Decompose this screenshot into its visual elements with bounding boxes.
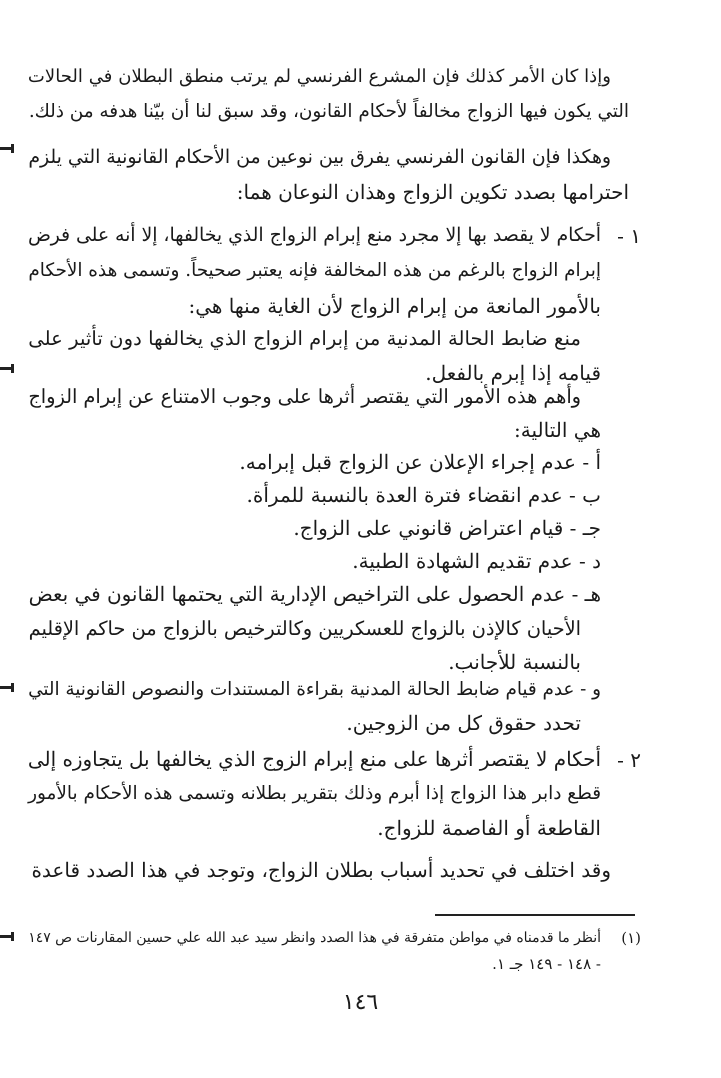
body-line: أحكام لا يقتصر أثرها على منع إبرام الزوج الذي يخالفها بل يتجاوزه إلى [27, 748, 601, 771]
margin-mark [0, 686, 12, 689]
list-item: جـ - قيام اعتراض قانوني على الزواج. [293, 516, 601, 540]
footnote-line: أنظر ما قدمناه في مواطن متفرقة في هذا الصدد وانظر سيد عبد الله علي حسين المقارنات ص ١٤٧ [28, 930, 601, 946]
margin-mark [0, 147, 12, 150]
body-line: وقد اختلف في تحديد أسباب بطلان الزواج، وتوجد في هذا الصدد قاعدة [31, 858, 611, 882]
margin-mark [0, 367, 12, 370]
body-line: هي التالية: [514, 418, 601, 442]
body-line: وهكذا فإن القانون الفرنسي يفرق بين نوعين من الأحكام القانونية التي يلزم [28, 146, 611, 168]
footnote-line: - ١٤٨ - ١٤٩ جـ ١. [492, 955, 601, 973]
list-item: أ - عدم إجراء الإعلان عن الزواج قبل إبرامه. [239, 450, 601, 474]
body-line: بالأمور المانعة من إبرام الزواج لأن الغاية منها هي: [188, 294, 601, 318]
body-line: بالنسبة للأجانب. [448, 650, 581, 674]
list-item: ب - عدم انقضاء فترة العدة بالنسبة للمرأة. [246, 483, 601, 507]
list-item: هـ - عدم الحصول على التراخيص الإدارية التي يحتمها القانون في بعض [28, 583, 601, 606]
body-line: إبرام الزواج بالرغم من هذه المخالفة فإنه يعتبر صحيحاً. وتسمى هذه الأحكام [28, 260, 601, 281]
body-line: وأهم هذه الأمور التي يقتصر أثرها على وجوب الامتناع عن إبرام الزواج [28, 385, 581, 408]
body-line: قيامه إذا إبرم بالفعل. [425, 361, 601, 385]
item-number: ٢ - [617, 748, 641, 772]
item-number: ١ - [617, 224, 641, 248]
body-line: القاطعة أو الفاصمة للزواج. [377, 816, 601, 840]
body-line: وإذا كان الأمر كذلك فإن المشرع الفرنسي لم يرتب منطق البطلان في الحالات [27, 66, 611, 87]
footnote-marker: (١) [621, 929, 641, 947]
list-item: د - عدم تقديم الشهادة الطبية. [352, 549, 601, 573]
body-line: الأحيان كالإذن بالزواج للعسكريين وكالترخيص بالزواج من حاكم الإقليم [28, 617, 581, 640]
margin-mark [0, 935, 12, 938]
body-line: منع ضابط الحالة المدنية من إبرام الزواج الذي يخالفها دون تأثير على [28, 327, 581, 350]
body-line: أحكام لا يقصد بها إلا مجرد منع إبرام الزواج الذي يخالفها، إلا أنه على فرض [27, 225, 601, 246]
body-line: تحدد حقوق كل من الزوجين. [346, 711, 581, 735]
list-item: و - عدم قيام ضابط الحالة المدنية بقراءة المستندات والنصوص القانونية التي [28, 679, 601, 700]
footnote-rule [435, 914, 635, 916]
page-number: ١٤٦ [342, 990, 379, 1015]
body-line: التي يكون فيها الزواج مخالفاً لأحكام القانون، وقد سبق لنا أن بيّنا هدفه من ذلك. [28, 101, 629, 122]
body-line: احترامها بصدد تكوين الزواج وهذان النوعان هما: [236, 180, 629, 204]
body-line: قطع دابر هذا الزواج إذا أبرم وذلك بتقرير بطلانه وتسمى هذه الأحكام بالأمور [28, 783, 601, 804]
